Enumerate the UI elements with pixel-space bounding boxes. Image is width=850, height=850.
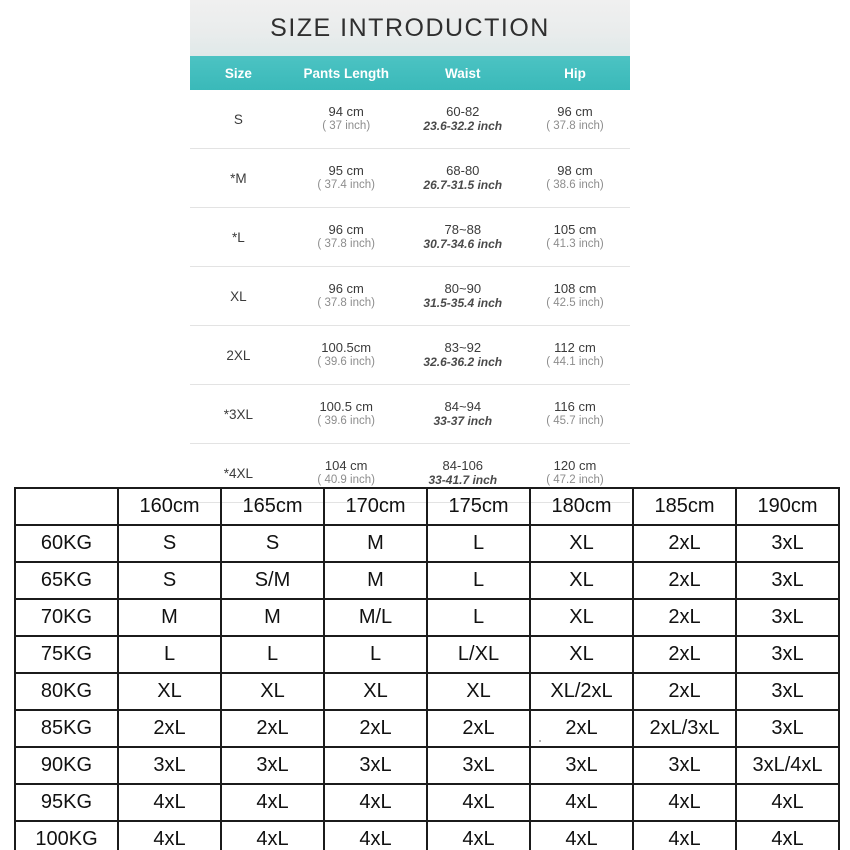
table-row <box>190 326 630 385</box>
grid-cell: 4xL <box>633 784 736 821</box>
waist-inch: 33-41.7 inch <box>428 473 498 487</box>
grid-cell: 4xL <box>530 784 633 821</box>
grid-cell: 4xL <box>736 821 839 850</box>
table-row <box>190 208 630 267</box>
table-row <box>15 784 839 821</box>
cell-hip <box>520 326 630 385</box>
grid-cell: 3xL <box>633 747 736 784</box>
grid-cell: L <box>118 636 221 673</box>
cell-hip <box>520 149 630 208</box>
grid-cell: M <box>221 599 324 636</box>
grid-cell: S <box>118 525 221 562</box>
waist-cm: 84~94 <box>444 399 482 414</box>
pants-length-inch: ( 40.9 inch) <box>317 474 375 486</box>
waist-inch: 32.6-36.2 inch <box>423 355 503 369</box>
waist-inch: 23.6-32.2 inch <box>423 119 503 133</box>
cell-hip <box>520 267 630 326</box>
table-header-row <box>190 56 630 90</box>
cell-waist <box>406 326 520 385</box>
weight-header-85: 85KG <box>15 710 118 747</box>
grid-cell: 3xL/4xL <box>736 747 839 784</box>
hip-inch: ( 42.5 inch) <box>546 297 604 309</box>
cell-size: *3XL <box>190 385 287 444</box>
grid-cell: 4xL <box>736 784 839 821</box>
height-header-170: 170cm <box>324 488 427 525</box>
pants-length-cm: 94 cm <box>328 104 364 119</box>
table-row <box>190 149 630 208</box>
pants-length-cm: 104 cm <box>324 458 368 473</box>
grid-cell: XL/2xL <box>530 673 633 710</box>
grid-cell: 4xL <box>221 784 324 821</box>
waist-cm: 84-106 <box>442 458 484 473</box>
size-introduction-panel <box>190 0 630 503</box>
column-header-size: Size <box>190 56 287 90</box>
hip-inch: ( 41.3 inch) <box>546 238 604 250</box>
grid-corner-cell <box>15 488 118 525</box>
cell-hip <box>520 90 630 149</box>
pants-length-cm: 100.5cm <box>321 340 372 355</box>
column-header-hip: Hip <box>520 56 630 90</box>
cell-size: *L <box>190 208 287 267</box>
table-row <box>190 385 630 444</box>
grid-cell: XL <box>118 673 221 710</box>
grid-cell: L/XL <box>427 636 530 673</box>
grid-cell: 3xL <box>427 747 530 784</box>
grid-cell: 4xL <box>324 784 427 821</box>
height-header-175: 175cm <box>427 488 530 525</box>
grid-cell: 2xL <box>221 710 324 747</box>
grid-cell: XL <box>324 673 427 710</box>
weight-header-70: 70KG <box>15 599 118 636</box>
grid-cell: 3xL <box>736 525 839 562</box>
grid-cell: L <box>221 636 324 673</box>
table-row <box>15 673 839 710</box>
height-weight-header <box>15 488 839 525</box>
stray-dot-mark <box>539 740 541 742</box>
grid-cell: 3xL <box>736 673 839 710</box>
height-header-165: 165cm <box>221 488 324 525</box>
grid-cell: M <box>324 562 427 599</box>
height-header-185: 185cm <box>633 488 736 525</box>
grid-cell: 2xL <box>324 710 427 747</box>
waist-cm: 80~90 <box>444 281 482 296</box>
size-table-header <box>190 56 630 90</box>
height-header-160: 160cm <box>118 488 221 525</box>
column-header-waist: Waist <box>406 56 520 90</box>
grid-cell: M <box>118 599 221 636</box>
cell-size: *M <box>190 149 287 208</box>
waist-cm: 83~92 <box>444 340 482 355</box>
cell-size: *4XL <box>190 444 287 503</box>
height-header-180: 180cm <box>530 488 633 525</box>
grid-cell: L <box>427 562 530 599</box>
cell-pants-length <box>287 90 406 149</box>
table-row <box>15 525 839 562</box>
table-row <box>15 821 839 850</box>
grid-cell: 3xL <box>118 747 221 784</box>
weight-header-100: 100KG <box>15 821 118 850</box>
grid-cell: 3xL <box>324 747 427 784</box>
grid-cell: 2xL <box>633 599 736 636</box>
hip-cm: 105 cm <box>553 222 597 237</box>
grid-cell: L <box>324 636 427 673</box>
weight-header-80: 80KG <box>15 673 118 710</box>
grid-cell: 4xL <box>530 821 633 850</box>
cell-waist <box>406 149 520 208</box>
grid-cell: 3xL <box>736 562 839 599</box>
pants-length-cm: 95 cm <box>328 163 364 178</box>
grid-cell: XL <box>530 525 633 562</box>
grid-cell: 3xL <box>736 710 839 747</box>
cell-size: 2XL <box>190 326 287 385</box>
waist-inch: 26.7-31.5 inch <box>423 178 503 192</box>
cell-waist <box>406 208 520 267</box>
pants-length-inch: ( 37 inch) <box>322 120 371 132</box>
grid-cell: 2xL <box>633 562 736 599</box>
hip-cm: 108 cm <box>553 281 597 296</box>
cell-pants-length <box>287 149 406 208</box>
grid-cell: S <box>118 562 221 599</box>
hip-cm: 98 cm <box>557 163 593 178</box>
grid-cell: 3xL <box>736 599 839 636</box>
height-weight-table <box>14 487 840 850</box>
table-row <box>15 636 839 673</box>
table-row <box>15 710 839 747</box>
waist-inch: 30.7-34.6 inch <box>423 237 503 251</box>
cell-size: S <box>190 90 287 149</box>
pants-length-cm: 100.5 cm <box>319 399 373 414</box>
weight-header-60: 60KG <box>15 525 118 562</box>
size-introduction-table <box>190 56 630 503</box>
weight-header-95: 95KG <box>15 784 118 821</box>
cell-pants-length <box>287 267 406 326</box>
grid-cell: 3xL <box>221 747 324 784</box>
height-header-190: 190cm <box>736 488 839 525</box>
pants-length-inch: ( 37.8 inch) <box>317 297 375 309</box>
cell-waist <box>406 267 520 326</box>
waist-cm: 78~88 <box>444 222 482 237</box>
grid-cell: XL <box>530 599 633 636</box>
pants-length-cm: 96 cm <box>328 281 364 296</box>
pants-length-inch: ( 39.6 inch) <box>317 415 375 427</box>
column-header-pants-length: Pants Length <box>287 56 406 90</box>
page-title: SIZE INTRODUCTION <box>190 0 630 56</box>
cell-size: XL <box>190 267 287 326</box>
table-row <box>15 747 839 784</box>
hip-cm: 96 cm <box>557 104 593 119</box>
waist-cm: 68-80 <box>446 163 480 178</box>
grid-cell: S/M <box>221 562 324 599</box>
grid-cell: L <box>427 525 530 562</box>
waist-inch: 31.5-35.4 inch <box>423 296 503 310</box>
table-row <box>190 90 630 149</box>
cell-waist <box>406 90 520 149</box>
table-row <box>15 562 839 599</box>
cell-pants-length <box>287 385 406 444</box>
waist-inch: 33-37 inch <box>433 414 493 428</box>
table-header-row <box>15 488 839 525</box>
pants-length-inch: ( 39.6 inch) <box>317 356 375 368</box>
grid-cell: 4xL <box>118 821 221 850</box>
hip-inch: ( 47.2 inch) <box>546 474 604 486</box>
grid-cell: XL <box>221 673 324 710</box>
pants-length-inch: ( 37.4 inch) <box>317 179 375 191</box>
hip-cm: 116 cm <box>554 399 596 414</box>
cell-pants-length <box>287 326 406 385</box>
grid-cell: XL <box>427 673 530 710</box>
grid-cell: M <box>324 525 427 562</box>
grid-cell: 4xL <box>221 821 324 850</box>
cell-hip <box>520 208 630 267</box>
grid-cell: XL <box>530 562 633 599</box>
grid-cell: 2xL <box>427 710 530 747</box>
grid-cell: 4xL <box>633 821 736 850</box>
grid-cell: 2xL <box>633 525 736 562</box>
weight-header-90: 90KG <box>15 747 118 784</box>
grid-cell: S <box>221 525 324 562</box>
size-table-body <box>190 90 630 503</box>
pants-length-inch: ( 37.8 inch) <box>317 238 375 250</box>
grid-cell: 4xL <box>427 784 530 821</box>
table-row <box>190 267 630 326</box>
cell-hip <box>520 385 630 444</box>
pants-length-cm: 96 cm <box>328 222 364 237</box>
grid-cell: L <box>427 599 530 636</box>
hip-cm: 112 cm <box>554 340 596 355</box>
grid-cell: M/L <box>324 599 427 636</box>
grid-cell: 2xL <box>530 710 633 747</box>
height-weight-body <box>15 525 839 850</box>
grid-cell: 2xL <box>633 636 736 673</box>
waist-cm: 60-82 <box>446 104 480 119</box>
weight-header-75: 75KG <box>15 636 118 673</box>
grid-cell: 4xL <box>427 821 530 850</box>
table-row <box>15 599 839 636</box>
cell-waist <box>406 385 520 444</box>
grid-cell: 3xL <box>736 636 839 673</box>
height-weight-section <box>14 487 836 850</box>
hip-inch: ( 45.7 inch) <box>546 415 604 427</box>
cell-pants-length <box>287 208 406 267</box>
grid-cell: 2xL <box>118 710 221 747</box>
hip-inch: ( 38.6 inch) <box>546 179 604 191</box>
grid-cell: 3xL <box>530 747 633 784</box>
hip-inch: ( 44.1 inch) <box>546 356 604 368</box>
grid-cell: 2xL/3xL <box>633 710 736 747</box>
weight-header-65: 65KG <box>15 562 118 599</box>
hip-cm: 120 cm <box>553 458 597 473</box>
grid-cell: 2xL <box>633 673 736 710</box>
grid-cell: XL <box>530 636 633 673</box>
grid-cell: 4xL <box>324 821 427 850</box>
hip-inch: ( 37.8 inch) <box>546 120 604 132</box>
grid-cell: 4xL <box>118 784 221 821</box>
